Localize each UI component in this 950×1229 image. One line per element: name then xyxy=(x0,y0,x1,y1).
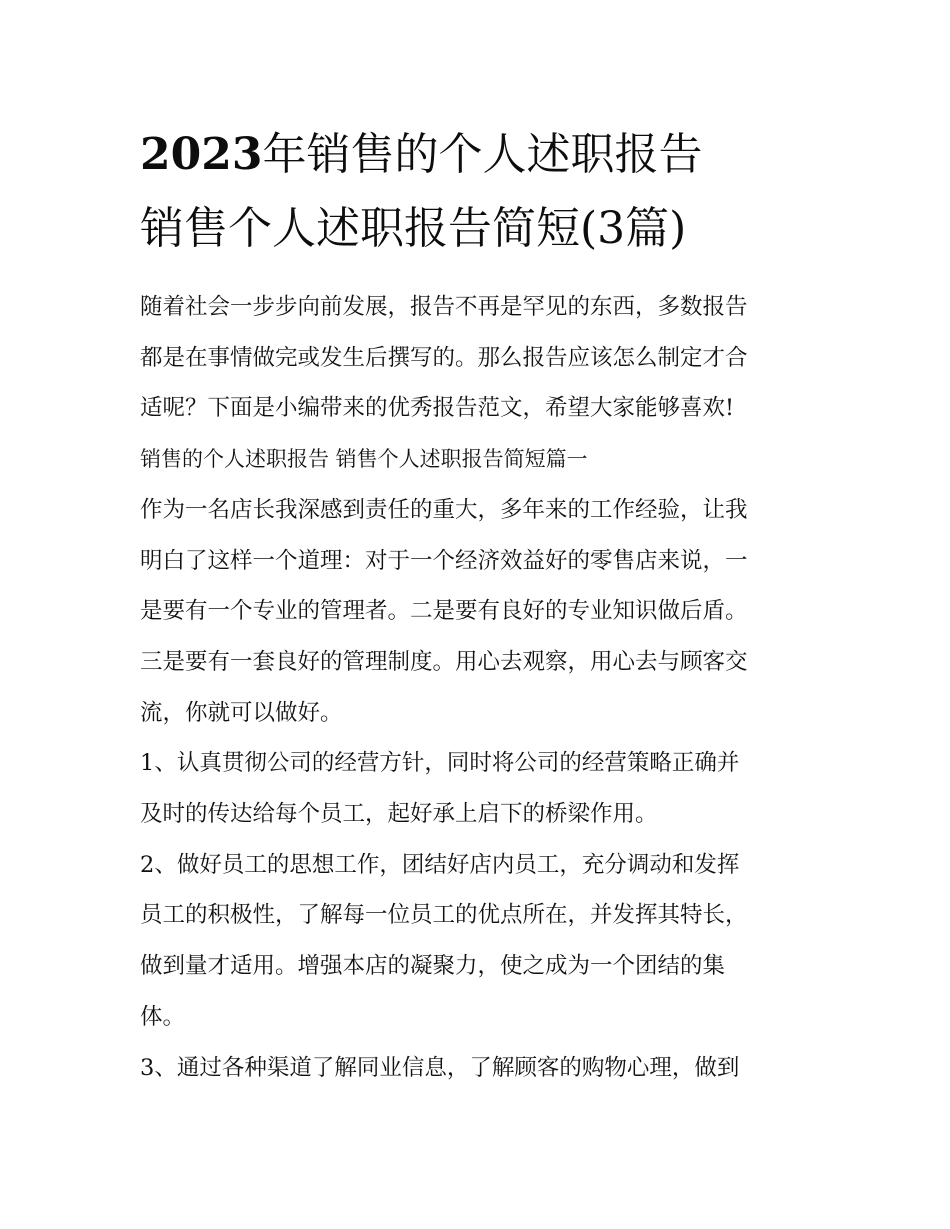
paragraph-line: 明白了这样一个道理：对于一个经济效益好的零售店来说，一 xyxy=(140,547,748,574)
paragraph-line: 适呢？下面是小编带来的优秀报告范文，希望大家能够喜欢! xyxy=(140,395,735,422)
paragraph-line: 员工的积极性，了解每一位员工的优点所在，并发挥其特长， xyxy=(140,902,748,929)
paragraph-line: 随着社会一步步向前发展，报告不再是罕见的东西，多数报告 xyxy=(140,294,748,320)
title-line-1-rest: 年销售的个人述职报告 xyxy=(262,129,703,180)
paragraph-line: 3、通过各种渠道了解同业信息，了解顾客的购物心理，做到 xyxy=(140,1054,740,1081)
paragraph-line: 是要有一个专业的管理者。二是要有良好的专业知识做后盾。 xyxy=(140,598,748,625)
title-year: 2023 xyxy=(140,129,263,180)
paragraph-line: 体。 xyxy=(140,1003,186,1030)
paragraph-line: 及时的传达给每个员工，起好承上启下的桥梁作用。 xyxy=(140,801,658,828)
title-line-2: 销售个人述职报告简短(3篇) xyxy=(140,203,687,254)
title-line-1 xyxy=(140,118,840,192)
paragraph-line: 1、认真贯彻公司的经营方针，同时将公司的经营策略正确并 xyxy=(140,750,740,777)
document-body xyxy=(140,282,840,1093)
paragraph-line: 做到量才适用。增强本店的凝聚力，使之成为一个团结的集 xyxy=(140,953,726,980)
paragraph-line: 作为一名店长我深感到责任的重大，多年来的工作经验，让我 xyxy=(140,496,748,523)
paragraph-line: 2、做好员工的思想工作，团结好店内员工，充分调动和发挥 xyxy=(140,851,740,878)
paragraph-line: 流，你就可以做好。 xyxy=(140,699,343,726)
paragraph-line: 都是在事情做完或发生后撰写的。那么报告应该怎么制定才合 xyxy=(140,344,748,371)
section-heading: 销售的个人述职报告 销售个人述职报告简短篇一 xyxy=(140,447,588,472)
paragraph-line: 三是要有一套良好的管理制度。用心去观察，用心去与顾客交 xyxy=(140,648,748,675)
document-title xyxy=(140,118,840,266)
